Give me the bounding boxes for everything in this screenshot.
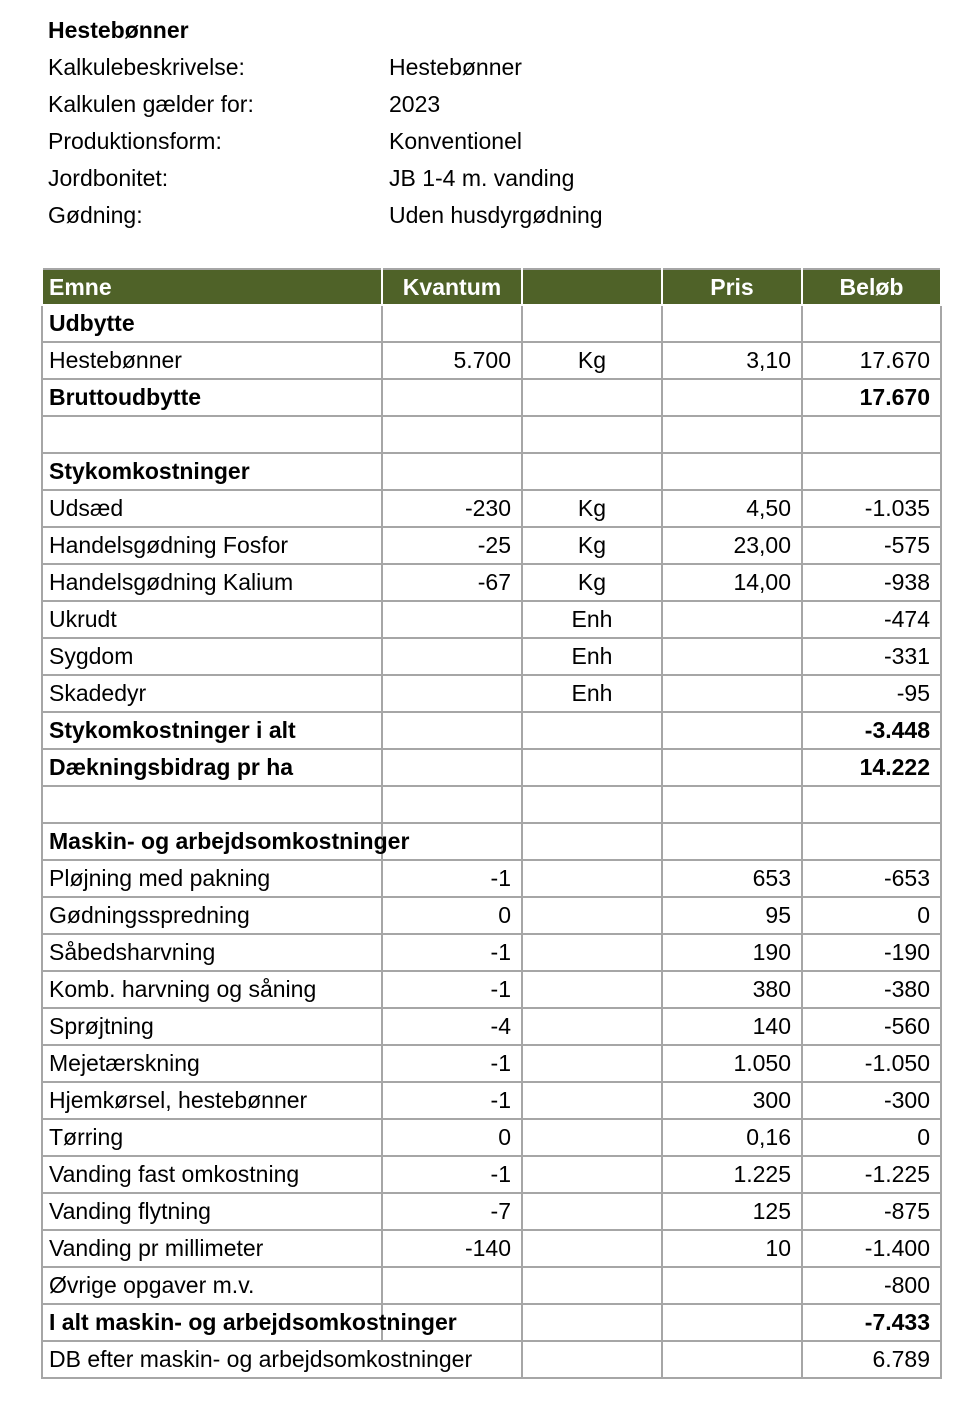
cell-kvantum: -4	[382, 1008, 522, 1045]
field-label: Kalkulebeskrivelse:	[48, 54, 245, 80]
field-label: Produktionsform:	[48, 128, 222, 154]
cell-unit: Enh	[522, 675, 662, 712]
cell-emne: Pløjning med pakning	[42, 860, 382, 897]
cell-emne: Ukrudt	[42, 601, 382, 638]
cell-emne: Sygdom	[42, 638, 382, 675]
cell-kvantum: -230	[382, 490, 522, 527]
table-row	[42, 860, 941, 897]
cell-pris: 3,10	[662, 342, 802, 379]
field-value: JB 1-4 m. vanding	[389, 165, 575, 191]
cell-kvantum	[382, 749, 522, 786]
cell-unit	[522, 1230, 662, 1267]
cell-unit	[522, 1156, 662, 1193]
cell-kvantum: -1	[382, 934, 522, 971]
table-row	[42, 712, 941, 749]
cell-pris: 125	[662, 1193, 802, 1230]
cell-emne: Skadedyr	[42, 675, 382, 712]
cell-pris: 140	[662, 1008, 802, 1045]
cell-unit	[522, 897, 662, 934]
cell-pris	[662, 823, 802, 860]
cell-unit	[522, 934, 662, 971]
table-row	[42, 601, 941, 638]
table-row	[42, 1156, 941, 1193]
cell-emne: Tørring	[42, 1119, 382, 1156]
cell-beloeb: 17.670	[802, 342, 941, 379]
cell-emne: Handelsgødning Fosfor	[42, 527, 382, 564]
field-description	[48, 49, 928, 86]
table-row	[42, 1341, 941, 1378]
cell-pris	[662, 416, 802, 453]
cell-unit	[522, 971, 662, 1008]
field-fertilizer	[48, 197, 928, 234]
cell-kvantum: -7	[382, 1193, 522, 1230]
field-year	[48, 86, 928, 123]
cell-pris: 1.050	[662, 1045, 802, 1082]
cell-kvantum: -1	[382, 1156, 522, 1193]
cell-emne: Hjemkørsel, hestebønner	[42, 1082, 382, 1119]
cell-emne: Mejetærskning	[42, 1045, 382, 1082]
calculation-table	[41, 268, 942, 1379]
cell-unit: Enh	[522, 601, 662, 638]
page-title: Hestebønner	[48, 17, 189, 43]
cell-kvantum: -140	[382, 1230, 522, 1267]
cell-kvantum	[382, 416, 522, 453]
cell-pris	[662, 453, 802, 490]
cell-unit: Enh	[522, 638, 662, 675]
cell-beloeb: 0	[802, 1119, 941, 1156]
cell-kvantum	[382, 305, 522, 342]
cell-kvantum	[382, 1267, 522, 1304]
cell-beloeb	[802, 453, 941, 490]
cell-emne: Sprøjtning	[42, 1008, 382, 1045]
field-label: Jordbonitet:	[48, 165, 169, 191]
cell-beloeb: -7.433	[802, 1304, 941, 1341]
cell-pris	[662, 1341, 802, 1378]
cell-beloeb: -1.050	[802, 1045, 941, 1082]
cell-emne: Vanding pr millimeter	[42, 1230, 382, 1267]
table-row	[42, 490, 941, 527]
cell-emne: Dækningsbidrag pr ha	[42, 749, 382, 786]
cell-beloeb	[802, 823, 941, 860]
cell-emne: Handelsgødning Kalium	[42, 564, 382, 601]
cell-unit	[522, 712, 662, 749]
cell-emne: Bruttoudbytte	[42, 379, 382, 416]
cell-emne	[42, 416, 382, 453]
cell-pris: 1.225	[662, 1156, 802, 1193]
cell-unit	[522, 1193, 662, 1230]
cell-beloeb: 6.789	[802, 1341, 941, 1378]
cell-emne: Maskin- og arbejdsomkostninger	[42, 823, 382, 860]
cell-kvantum: -1	[382, 971, 522, 1008]
cell-unit	[522, 1008, 662, 1045]
table-row	[42, 786, 941, 823]
cell-pris	[662, 638, 802, 675]
cell-beloeb: -875	[802, 1193, 941, 1230]
cell-beloeb: -190	[802, 934, 941, 971]
table-row	[42, 1193, 941, 1230]
cell-pris: 190	[662, 934, 802, 971]
cell-emne: Udbytte	[42, 305, 382, 342]
cell-kvantum: -1	[382, 860, 522, 897]
field-soil-type	[48, 160, 928, 197]
cell-kvantum	[382, 786, 522, 823]
cell-emne	[42, 786, 382, 823]
cell-unit	[522, 305, 662, 342]
cell-kvantum	[382, 675, 522, 712]
cell-emne: Vanding flytning	[42, 1193, 382, 1230]
field-value: Konventionel	[389, 128, 522, 154]
cell-emne: Vanding fast omkostning	[42, 1156, 382, 1193]
cell-unit	[522, 1341, 662, 1378]
cell-beloeb: 17.670	[802, 379, 941, 416]
column-header-pris: Pris	[662, 269, 802, 305]
table-row	[42, 749, 941, 786]
table-row	[42, 379, 941, 416]
cell-unit	[522, 1267, 662, 1304]
cell-beloeb: -300	[802, 1082, 941, 1119]
table-row	[42, 342, 941, 379]
cell-beloeb: -560	[802, 1008, 941, 1045]
table-row	[42, 453, 941, 490]
table-row	[42, 675, 941, 712]
cell-emne: Gødningsspredning	[42, 897, 382, 934]
cell-emne: DB efter maskin- og arbejdsomkostninger	[42, 1341, 522, 1378]
column-header-emne: Emne	[42, 269, 382, 305]
cell-kvantum	[382, 453, 522, 490]
cell-pris: 10	[662, 1230, 802, 1267]
cell-kvantum: 0	[382, 1119, 522, 1156]
cell-pris	[662, 601, 802, 638]
table-row	[42, 1119, 941, 1156]
cell-beloeb: -1.225	[802, 1156, 941, 1193]
cell-unit	[522, 860, 662, 897]
table-row	[42, 1008, 941, 1045]
cell-kvantum: -1	[382, 1045, 522, 1082]
cell-unit	[522, 749, 662, 786]
cell-pris: 0,16	[662, 1119, 802, 1156]
field-value: Hestebønner	[389, 54, 522, 80]
column-header-unit	[522, 269, 662, 305]
cell-unit	[522, 416, 662, 453]
cell-unit	[522, 823, 662, 860]
table-row	[42, 416, 941, 453]
cell-beloeb	[802, 786, 941, 823]
cell-beloeb: -938	[802, 564, 941, 601]
cell-beloeb: -653	[802, 860, 941, 897]
cell-pris: 653	[662, 860, 802, 897]
cell-beloeb: -1.400	[802, 1230, 941, 1267]
table-row	[42, 638, 941, 675]
cell-unit	[522, 786, 662, 823]
field-label: Gødning:	[48, 202, 143, 228]
cell-emne: Stykomkostninger i alt	[42, 712, 382, 749]
cell-unit	[522, 1119, 662, 1156]
table-row	[42, 1267, 941, 1304]
cell-unit	[522, 1304, 662, 1341]
cell-beloeb	[802, 305, 941, 342]
cell-beloeb: -575	[802, 527, 941, 564]
field-value: 2023	[389, 91, 441, 117]
cell-pris: 14,00	[662, 564, 802, 601]
cell-pris	[662, 379, 802, 416]
cell-pris	[662, 749, 802, 786]
cell-kvantum	[382, 712, 522, 749]
cell-emne: Stykomkostninger	[42, 453, 382, 490]
table-row	[42, 934, 941, 971]
field-label: Kalkulen gælder for:	[48, 91, 254, 117]
cell-kvantum: 5.700	[382, 342, 522, 379]
cell-kvantum	[382, 638, 522, 675]
column-header-kvantum: Kvantum	[382, 269, 522, 305]
cell-pris	[662, 712, 802, 749]
table-row	[42, 971, 941, 1008]
cell-unit: Kg	[522, 564, 662, 601]
cell-kvantum	[382, 379, 522, 416]
table-row	[42, 1082, 941, 1119]
table-row	[42, 564, 941, 601]
cell-beloeb: -380	[802, 971, 941, 1008]
cell-beloeb	[802, 416, 941, 453]
cell-pris	[662, 786, 802, 823]
cell-pris	[662, 1267, 802, 1304]
cell-emne: Øvrige opgaver m.v.	[42, 1267, 382, 1304]
cell-kvantum	[382, 601, 522, 638]
table-row	[42, 305, 941, 342]
cell-pris: 23,00	[662, 527, 802, 564]
cell-beloeb: 14.222	[802, 749, 941, 786]
cell-beloeb: -95	[802, 675, 941, 712]
cell-emne: Komb. harvning og såning	[42, 971, 382, 1008]
table-row	[42, 1230, 941, 1267]
table-row	[42, 897, 941, 934]
cell-emne: I alt maskin- og arbejdsomkostninger	[42, 1304, 382, 1341]
cell-beloeb: -331	[802, 638, 941, 675]
table-row	[42, 1045, 941, 1082]
cell-beloeb: -3.448	[802, 712, 941, 749]
cell-unit: Kg	[522, 527, 662, 564]
cell-beloeb: -800	[802, 1267, 941, 1304]
cell-beloeb: 0	[802, 897, 941, 934]
cell-emne: Udsæd	[42, 490, 382, 527]
cell-unit: Kg	[522, 490, 662, 527]
cell-pris	[662, 1304, 802, 1341]
cell-pris	[662, 675, 802, 712]
cell-pris: 4,50	[662, 490, 802, 527]
cell-beloeb: -474	[802, 601, 941, 638]
cell-kvantum: -25	[382, 527, 522, 564]
table-row	[42, 1304, 941, 1341]
table-row	[42, 823, 941, 860]
table-row	[42, 527, 941, 564]
field-value: Uden husdyrgødning	[389, 202, 603, 228]
cell-pris	[662, 305, 802, 342]
cell-pris: 95	[662, 897, 802, 934]
column-header-beloeb: Beløb	[802, 269, 941, 305]
cell-kvantum: -67	[382, 564, 522, 601]
cell-emne: Hestebønner	[42, 342, 382, 379]
cell-unit	[522, 379, 662, 416]
cell-unit	[522, 1045, 662, 1082]
cell-unit	[522, 1082, 662, 1119]
cell-unit: Kg	[522, 342, 662, 379]
field-production-form	[48, 123, 928, 160]
calculation-header	[48, 12, 928, 234]
table-header-row	[42, 269, 941, 305]
cell-kvantum: -1	[382, 1082, 522, 1119]
cell-emne: Såbedsharvning	[42, 934, 382, 971]
cell-beloeb: -1.035	[802, 490, 941, 527]
cell-pris: 380	[662, 971, 802, 1008]
cell-unit	[522, 453, 662, 490]
cell-kvantum: 0	[382, 897, 522, 934]
cell-pris: 300	[662, 1082, 802, 1119]
